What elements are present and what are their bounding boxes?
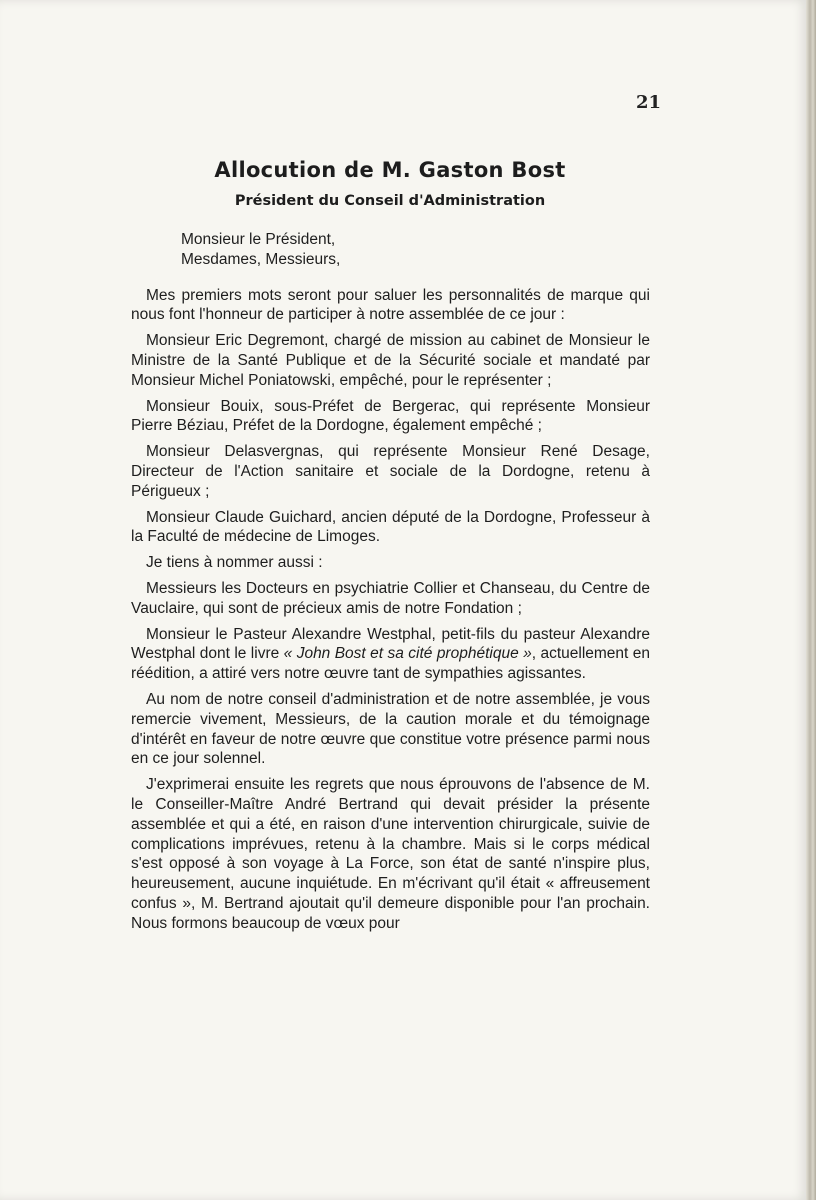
- salutation-line-2: Mesdames, Messieurs,: [181, 250, 341, 268]
- paragraph: Mes premiers mots seront pour saluer les personnalités de marque qui nous font l'honneur de participer à notre assemblée de ce jour :: [131, 286, 650, 324]
- paragraph: Messieurs les Docteurs en psychiatrie Collier et Chanseau, du Centre de Vauclaire, qui sont de précieux amis de notre Fondation ;: [131, 579, 650, 617]
- body-text: [131, 230, 650, 934]
- book-title: « John Bost et sa cité prophétique »: [283, 645, 532, 663]
- paragraph: Au nom de notre conseil d'administration et de notre assemblée, je vous remercie vivement, Messieurs, de la caution morale et du témoignage d'intérêt en faveur de notre œuvre que constitue votre présence parmi nous en ce jour solennel.: [131, 690, 650, 768]
- paragraph: J'exprimerai ensuite les regrets que nous éprouvons de l'absence de M. le Conseiller-Maître André Bertrand qui devait présider la présente assemblée et qui a été, en raison d'une intervention chirurgicale, suivie de complications imprévues, retenu à la chambre. Mais si le corps médical s'est opposé à son voyage à La Force, son état de santé n'inspire plus, heureusement, aucune inquiétude. En m'écrivant qu'il était « affreusement confus », M. Bertrand ajoutait qu'il demeure disponible pour l'an prochain. Nous formons beaucoup de vœux pour: [131, 776, 650, 932]
- page-number: 21: [636, 92, 662, 113]
- paragraph: Monsieur Eric Degremont, chargé de mission au cabinet de Monsieur le Ministre de la Santé Publique et de la Sécurité sociale et mandaté par Monsieur Michel Poniatowski, empêché, pour le représenter ;: [131, 332, 650, 389]
- paragraph: Je tiens à nommer aussi :: [146, 554, 323, 572]
- paragraph: Monsieur Claude Guichard, ancien député de la Dordogne, Professeur à la Faculté de médecine de Limoges.: [131, 508, 650, 546]
- paragraph-westphal: [131, 625, 650, 684]
- spacer: [131, 270, 650, 286]
- paragraph: Monsieur Delasvergnas, qui représente Monsieur René Desage, Directeur de l'Action sanitaire et sociale de la Dordogne, retenu à Périgueux ;: [131, 443, 650, 500]
- paragraph: Monsieur Bouix, sous-Préfet de Bergerac, qui représente Monsieur Pierre Béziau, Préfet de la Dordogne, également empêché ;: [131, 397, 650, 435]
- salutation-line-1: Monsieur le Président,: [181, 231, 336, 248]
- document-title: Allocution de M. Gaston Bost: [214, 158, 566, 182]
- document-subtitle: Président du Conseil d'Administration: [234, 193, 546, 209]
- page-edge: [806, 0, 816, 1200]
- westphal-text-after: , actuellement en réédition, a attiré vers notre œuvre tant de sympathies agissantes.: [131, 645, 650, 683]
- westphal-text-before: Monsieur le Pasteur Alexandre Westphal, petit-fils du pasteur Alexandre Westphal dont le livre: [131, 625, 650, 663]
